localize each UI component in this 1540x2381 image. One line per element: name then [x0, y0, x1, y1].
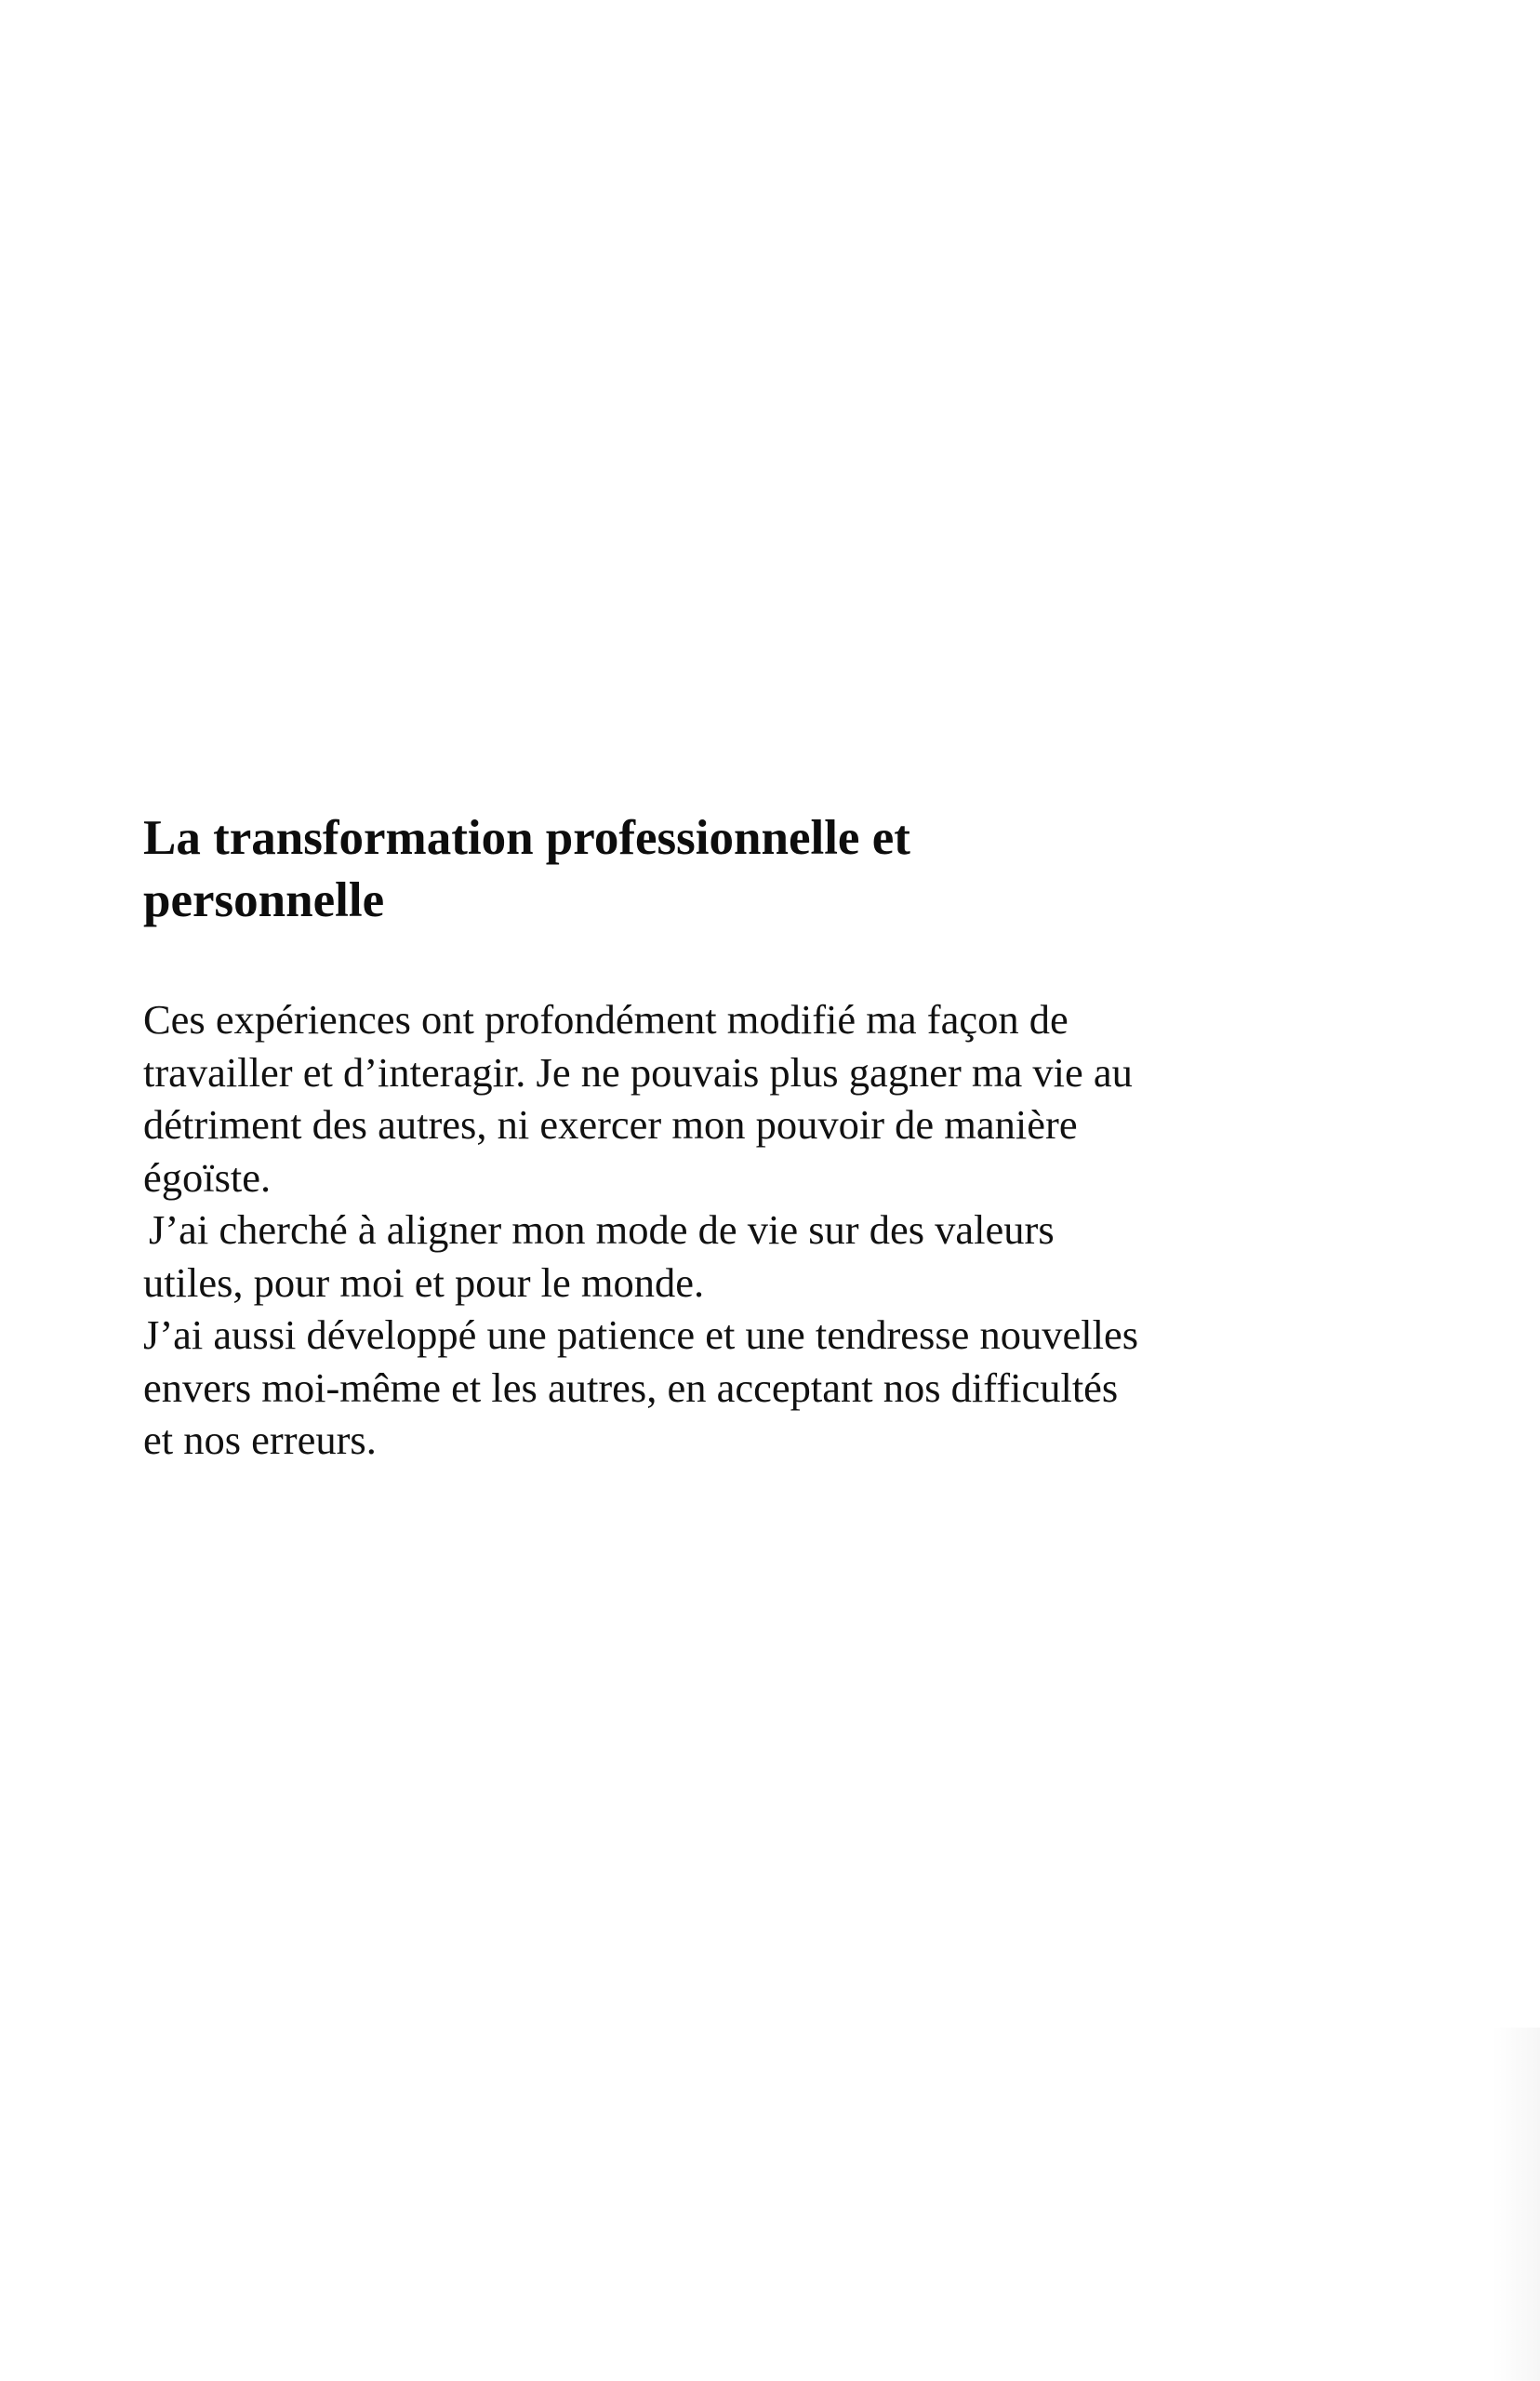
body-line-2: travailler et d’interagir. Je ne pouvais plus gagner ma vie au: [143, 1048, 1133, 1096]
heading-line-1: La transformation professionnelle et: [143, 811, 910, 865]
body-line-8: envers moi-même et les autres, en acceptant nos difficultés: [143, 1363, 1119, 1411]
body-line-1: Ces expériences ont profondément modifié ma façon de: [143, 996, 1069, 1043]
body-line-4: égoïste.: [143, 1153, 272, 1201]
page-content: [143, 807, 1213, 1467]
body-paragraph: [143, 993, 1213, 1467]
body-line-5: J’ai cherché à aligner mon mode de vie sur des valeurs: [149, 1206, 1055, 1253]
heading-line-2: personnelle: [143, 873, 385, 927]
page-edge-shadow: [1492, 2028, 1540, 2381]
body-line-7: J’ai aussi développé une patience et une tendresse nouvelles: [143, 1311, 1139, 1358]
body-line-6: utiles, pour moi et pour le monde.: [143, 1258, 705, 1306]
body-line-9: et nos erreurs.: [143, 1417, 377, 1463]
section-heading: [143, 807, 1213, 932]
body-line-3: détriment des autres, ni exercer mon pouvoir de manière: [143, 1101, 1078, 1148]
